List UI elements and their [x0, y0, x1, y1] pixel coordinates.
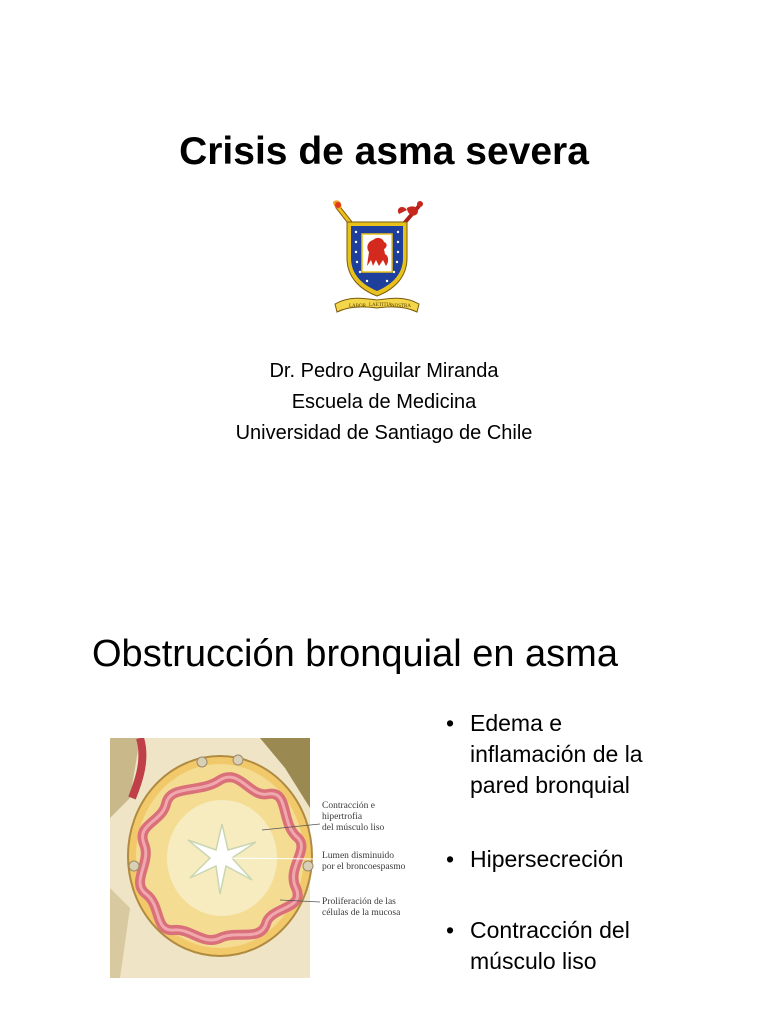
motto-word: LAETITIA — [369, 303, 392, 308]
bullet-item — [444, 708, 744, 801]
label-mucosa-line: Proliferación de las — [322, 897, 396, 907]
bullet-line: Hipersecreción — [470, 846, 624, 872]
label-muscle-line: del músculo liso — [322, 823, 385, 833]
motto-word: LABOR — [349, 304, 366, 309]
bullet-marker: • — [446, 846, 455, 872]
label-lumen-line: por el broncoespasmo — [322, 862, 406, 872]
bullet-list — [444, 708, 744, 1020]
label-lumen-line: Lumen disminuido — [322, 851, 395, 861]
bullet-line: Contracción del — [470, 917, 630, 943]
bullet-item — [444, 844, 744, 875]
bullet-line: pared bronquial — [470, 772, 630, 798]
bullet-marker: • — [446, 917, 455, 943]
label-muscle-line: Contracción e — [322, 801, 376, 811]
label-mucosa-line: células de la mucosa — [322, 908, 401, 918]
bronchus-cross-section-illustration — [110, 738, 422, 978]
bullet-line: Edema e — [470, 710, 563, 736]
author-block — [0, 356, 768, 449]
slide-title-heading: Crisis de asma severa — [179, 130, 589, 173]
author-name: Dr. Pedro Aguilar Miranda — [269, 360, 499, 382]
motto-word: NOSTRA — [391, 304, 412, 309]
bullet-marker: • — [446, 710, 455, 736]
university-crest — [329, 200, 425, 318]
slide-obstruction-heading: Obstrucción bronquial en asma — [92, 633, 618, 675]
bullet-line: músculo liso — [470, 948, 597, 974]
university-name: Universidad de Santiago de Chile — [235, 422, 533, 444]
school-name: Escuela de Medicina — [291, 391, 477, 413]
bullet-item — [444, 915, 744, 977]
slide-obstruction — [0, 512, 768, 1024]
bullet-line: inflamación de la — [470, 741, 643, 767]
label-muscle-line: hipertrofia — [322, 812, 363, 822]
